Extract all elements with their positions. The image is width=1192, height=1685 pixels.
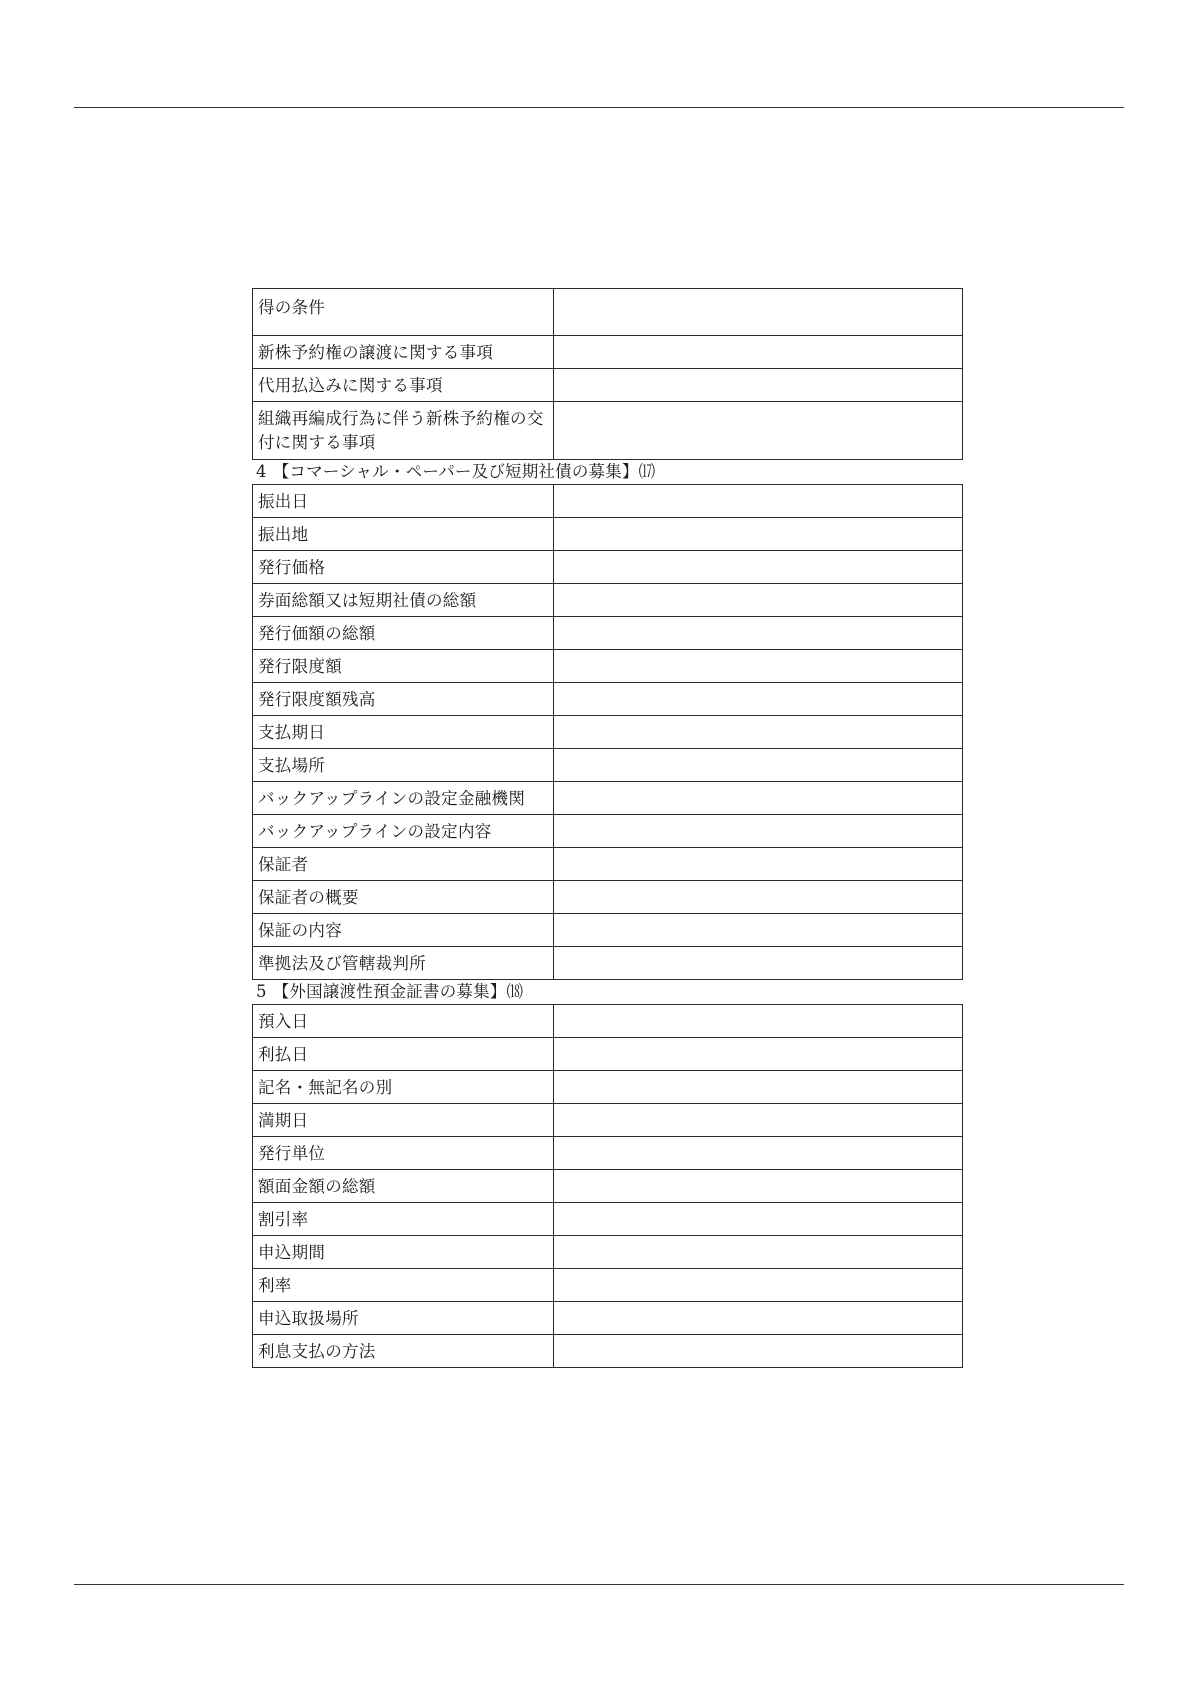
row-label: 発行単位 (253, 1137, 554, 1170)
row-value (554, 881, 963, 914)
row-label: 発行限度額 (253, 650, 554, 683)
row-value (554, 947, 963, 980)
table-row (253, 848, 963, 881)
row-value (554, 1038, 963, 1071)
row-value (554, 1236, 963, 1269)
form-content (252, 288, 962, 1368)
row-label: 振出地 (253, 518, 554, 551)
header-rule (74, 107, 1124, 108)
table-row (253, 485, 963, 518)
row-value (554, 815, 963, 848)
row-label: 代用払込みに関する事項 (253, 369, 554, 402)
row-label: 申込期間 (253, 1236, 554, 1269)
table-row (253, 1137, 963, 1170)
table-row (253, 650, 963, 683)
section-title: 【外国譲渡性預金証書の募集】⒅ (272, 982, 524, 1001)
table-row (253, 1170, 963, 1203)
table-row (253, 749, 963, 782)
table-row (253, 881, 963, 914)
table-row (253, 947, 963, 980)
row-label: 利息支払の方法 (253, 1335, 554, 1368)
section-title: 【コマーシャル・ペーパー及び短期社債の募集】⒄ (272, 462, 656, 481)
row-label: 額面金額の総額 (253, 1170, 554, 1203)
row-value (554, 584, 963, 617)
section-heading-commercial-paper (252, 460, 962, 484)
section-number: 5 (256, 982, 267, 1001)
table-row (253, 402, 963, 460)
table-row (253, 584, 963, 617)
row-label: 預入日 (253, 1005, 554, 1038)
row-value (554, 650, 963, 683)
row-label: 利払日 (253, 1038, 554, 1071)
table-row (253, 1335, 963, 1368)
table-row (253, 815, 963, 848)
section-heading-foreign-cd (252, 980, 962, 1004)
row-label: 得の条件 (253, 289, 554, 336)
row-label: 振出日 (253, 485, 554, 518)
table-row (253, 1302, 963, 1335)
table-row (253, 1104, 963, 1137)
foreign-cd-table (252, 1004, 963, 1368)
table-row (253, 716, 963, 749)
table-row (253, 1236, 963, 1269)
row-value (554, 1335, 963, 1368)
row-value (554, 1302, 963, 1335)
section-number: 4 (256, 462, 267, 481)
table-row (253, 518, 963, 551)
table-row (253, 683, 963, 716)
table-row (253, 289, 963, 336)
row-value (554, 914, 963, 947)
row-value (554, 749, 963, 782)
row-label: 割引率 (253, 1203, 554, 1236)
table-row (253, 782, 963, 815)
table-row (253, 1038, 963, 1071)
table-row (253, 551, 963, 584)
row-value (554, 1071, 963, 1104)
row-label: 発行限度額残高 (253, 683, 554, 716)
row-label: 保証者 (253, 848, 554, 881)
table-row (253, 369, 963, 402)
continued-table (252, 288, 963, 460)
row-label: 支払場所 (253, 749, 554, 782)
table-row (253, 914, 963, 947)
row-label: 保証の内容 (253, 914, 554, 947)
row-value (554, 485, 963, 518)
row-value (554, 1104, 963, 1137)
row-value (554, 551, 963, 584)
row-label: 支払期日 (253, 716, 554, 749)
table-row (253, 617, 963, 650)
row-label: 組織再編成行為に伴う新株予約権の交付に関する事項 (253, 402, 554, 460)
table-row (253, 1203, 963, 1236)
row-label: 発行価額の総額 (253, 617, 554, 650)
row-value (554, 716, 963, 749)
row-value (554, 289, 963, 336)
row-label: 保証者の概要 (253, 881, 554, 914)
row-value (554, 369, 963, 402)
commercial-paper-table (252, 484, 963, 980)
row-value (554, 617, 963, 650)
row-value (554, 782, 963, 815)
row-label: 準拠法及び管轄裁判所 (253, 947, 554, 980)
table-row (253, 1071, 963, 1104)
row-label: 利率 (253, 1269, 554, 1302)
row-label: バックアップラインの設定金融機関 (253, 782, 554, 815)
row-value (554, 1269, 963, 1302)
row-value (554, 848, 963, 881)
row-label: 満期日 (253, 1104, 554, 1137)
row-label: 券面総額又は短期社債の総額 (253, 584, 554, 617)
row-label: 発行価格 (253, 551, 554, 584)
row-label: 新株予約権の譲渡に関する事項 (253, 336, 554, 369)
row-value (554, 1170, 963, 1203)
footer-rule (74, 1584, 1124, 1585)
row-value (554, 1203, 963, 1236)
row-label: 記名・無記名の別 (253, 1071, 554, 1104)
table-row (253, 1005, 963, 1038)
table-row (253, 1269, 963, 1302)
row-value (554, 336, 963, 369)
table-row (253, 336, 963, 369)
row-value (554, 1005, 963, 1038)
row-value (554, 402, 963, 460)
row-label: 申込取扱場所 (253, 1302, 554, 1335)
row-value (554, 683, 963, 716)
row-label: バックアップラインの設定内容 (253, 815, 554, 848)
row-value (554, 1137, 963, 1170)
row-value (554, 518, 963, 551)
